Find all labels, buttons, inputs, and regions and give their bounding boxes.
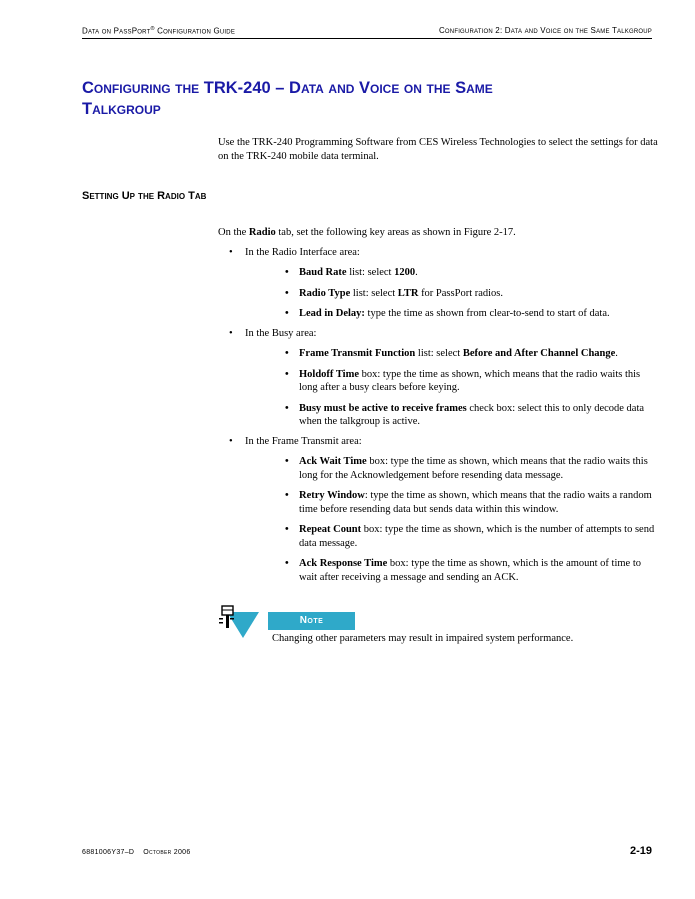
setting-list	[245, 455, 658, 584]
setting-item	[245, 523, 658, 550]
setting-item	[245, 455, 658, 482]
setting-list	[245, 266, 658, 321]
setting-name: Holdoff Time	[299, 368, 359, 380]
lead-paragraph: On the Radio tab, set the following key areas as shown in Figure 2-17.	[218, 227, 516, 238]
setting-text: .	[415, 267, 418, 278]
setting-name: Baud Rate	[299, 267, 347, 278]
setting-text: type the time as shown from clear-to-send to start of data.	[364, 308, 610, 319]
setting-name: Ack Wait Time	[299, 456, 367, 467]
note-icon	[215, 604, 259, 638]
running-header-left: Data on PassPort® Configuration Guide	[82, 26, 236, 36]
area-item	[218, 327, 658, 429]
setting-item	[245, 307, 658, 321]
setting-list	[245, 347, 658, 429]
body-content	[218, 226, 658, 584]
setting-text: .	[615, 348, 618, 359]
setting-name: 1200	[394, 267, 416, 278]
setting-text: box: type the time as shown, which is the amount of time to wait after receiving a message and sending an ACK.	[299, 558, 642, 583]
subsection-heading: Setting Up the Radio Tab	[82, 190, 207, 202]
setting-item	[245, 368, 658, 395]
setting-name: Frame Transmit Function	[299, 348, 416, 359]
setting-name: LTR	[397, 287, 419, 299]
section-title: Configuring the TRK-240 – Data and Voice on the Same Talkgroup	[82, 79, 493, 118]
area-item	[218, 435, 658, 585]
setting-name: Before and After Channel Change	[462, 348, 616, 359]
setting-text: box: type the time as shown, which is the number of attempts to send data message.	[299, 524, 655, 549]
page-number: 2-19	[629, 845, 652, 857]
setting-item	[245, 557, 658, 584]
area-item	[218, 246, 658, 321]
note-label: Note	[268, 612, 355, 630]
setting-name: Lead in Delay:	[299, 308, 365, 319]
setting-text: for PassPort radios.	[418, 287, 504, 299]
setting-item	[245, 489, 658, 516]
area-label: In the Busy area:	[245, 327, 317, 339]
header-rule	[82, 38, 652, 39]
setting-text: check box: select this to only decode data when the talkgroup is active.	[299, 402, 645, 427]
setting-item	[245, 347, 658, 361]
setting-item	[245, 287, 658, 301]
setting-name: Retry Window	[299, 490, 365, 501]
setting-item	[245, 402, 658, 429]
area-label: In the Radio Interface area:	[245, 246, 360, 258]
area-list	[218, 246, 658, 585]
setting-name: Busy must be active to receive frames	[299, 402, 467, 414]
setting-text: : type the time as shown, which means that the radio waits a random time before resending data but sends data within this window.	[299, 490, 652, 515]
setting-text: box: type the time as shown, which means that the radio waits this long for the Acknowledgement before resending data message.	[299, 456, 648, 481]
setting-text: list: select	[415, 348, 463, 359]
setting-text: box: type the time as shown, which means that the radio waits this long after a busy clears before keying.	[299, 368, 641, 393]
area-label: In the Frame Transmit area:	[245, 435, 362, 447]
note-text: Changing other parameters may result in impaired system performance.	[272, 633, 574, 644]
setting-text: list: select	[346, 267, 395, 278]
setting-text: list: select	[350, 287, 398, 299]
running-header-right: Configuration 2: Data and Voice on the Same Talkgroup	[438, 26, 652, 35]
setting-name: Repeat Count	[299, 524, 362, 535]
setting-name: Ack Response Time	[299, 558, 388, 569]
setting-item	[245, 266, 658, 280]
footer-doc-info: 6881006Y37–D October 2006	[82, 849, 191, 856]
setting-name: Radio Type	[299, 287, 351, 299]
intro-paragraph: Use the TRK-240 Programming Software from CES Wireless Technologies to select the settings for data on the TRK-240 mobile data terminal.	[218, 137, 658, 162]
